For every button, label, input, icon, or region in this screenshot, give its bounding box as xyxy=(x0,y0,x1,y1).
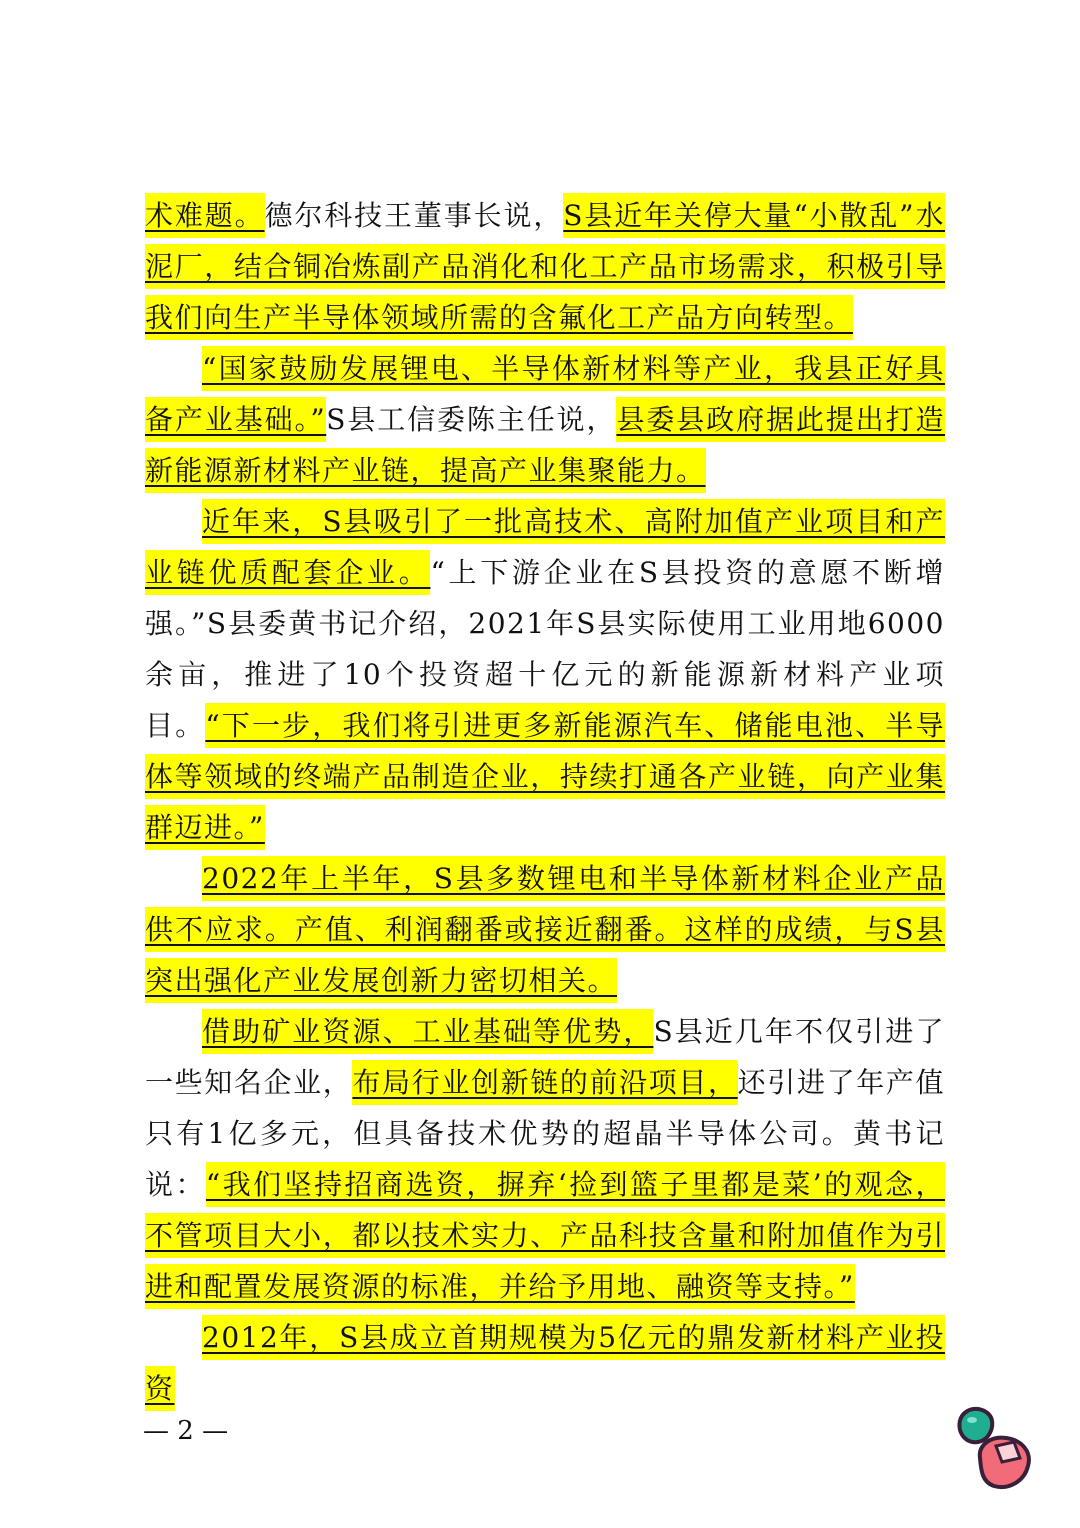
highlighted-text: “下一步，我们将引进更多新能源汽车、储能电池、半导体等领域的终端产品制造企业，持续打通各产业链，向产业集群迈进。” xyxy=(145,703,945,850)
badge-pink-tab xyxy=(996,1442,1020,1462)
highlighted-text: 近年来，S县吸引了一批高技术、高附加值产业项目和产业链优质配套企业。 xyxy=(145,499,945,595)
paragraph-1 xyxy=(145,190,945,343)
paragraph-4 xyxy=(145,853,945,1006)
highlighted-text: “国家鼓励发展锂电、半导体新材料等产业，我县正好具备产业基础。” xyxy=(145,346,945,442)
badge-green-shape xyxy=(959,1409,992,1442)
plain-text: “上下游企业在S县投资的意愿不断增强。”S县委黄书记介绍，2021年S县实际使用工业用地6000余亩，推进了10个投资超十亿元的新能源新材料产业项目。 xyxy=(145,556,945,742)
plain-text: S县近几年不仅引进了一些知名企业， xyxy=(145,1015,945,1099)
app-badge-icon xyxy=(950,1400,1040,1500)
badge-highlight xyxy=(967,1417,977,1423)
paragraph-3 xyxy=(145,496,945,853)
paragraph-2 xyxy=(145,343,945,496)
page-number: — 2 — xyxy=(143,1416,229,1446)
plain-text: 德尔科技王董事长说， xyxy=(264,199,564,232)
highlighted-text: 2012年，S县成立首期规模为5亿元的鼎发新材料产业投资 xyxy=(145,1315,945,1411)
paragraph-6 xyxy=(145,1312,945,1414)
highlighted-text: S县近年关停大量“小散乱”水泥厂，结合铜冶炼副产品消化和化工产品市场需求，积极引导我们向生产半导体领域所需的含氟化工产品方向转型。 xyxy=(145,193,945,340)
plain-text: S县工信委陈主任说， xyxy=(326,403,617,436)
document-body xyxy=(145,190,945,1414)
highlighted-text: 术难题。 xyxy=(145,193,265,238)
plain-text: 还引进了年产值只有1亿多元，但具备技术优势的超晶半导体公司。黄书记说： xyxy=(145,1066,945,1201)
highlighted-text: 布局行业创新链的前沿项目， xyxy=(352,1060,737,1105)
highlighted-text: 县委县政府据此提出打造新能源新材料产业链，提高产业集聚能力。 xyxy=(145,397,945,493)
highlighted-text: “我们坚持招商选资，摒弃‘捡到篮子里都是菜’的观念，不管项目大小，都以技术实力、产品科技含量和附加值作为引进和配置发展资源的标准，并给予用地、融资等支持。” xyxy=(145,1162,945,1309)
paragraph-5 xyxy=(145,1006,945,1312)
highlighted-text: 借助矿业资源、工业基础等优势， xyxy=(202,1009,653,1054)
highlighted-text: 2022年上半年，S县多数锂电和半导体新材料企业产品供不应求。产值、利润翻番或接近翻番。这样的成绩，与S县突出强化产业发展创新力密切相关。 xyxy=(145,856,945,1003)
